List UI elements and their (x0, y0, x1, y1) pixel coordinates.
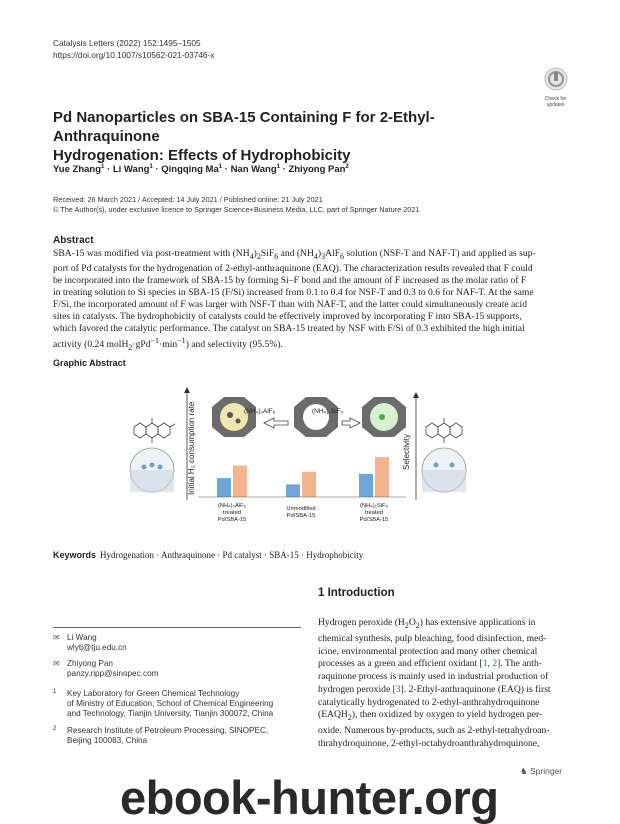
bar-selectivity (375, 457, 389, 497)
arrow-left-icon (264, 418, 288, 428)
corresponding-name: Zhiyong Pan (67, 659, 113, 668)
publisher-logo (520, 766, 562, 777)
check-updates-icon (544, 67, 568, 91)
journal-citation: Catalysis Letters (2022) 152:1495–1505 (53, 38, 201, 48)
author-list: Yue Zhang$^1$ · Li Wang$^1$ · Qingqing $Ma^1$ · Nan Wang$^1$ · Zhiyong Pan$^2$ (53, 164, 349, 176)
category-label: Pd/SBA-15 (286, 513, 316, 519)
category-label: treated (364, 510, 384, 516)
hexagonal-pore-right-icon (362, 397, 406, 437)
author-name[interactable]: Li Wang (112, 164, 150, 176)
author-affiliation: 1 (101, 164, 105, 170)
keywords (53, 550, 363, 560)
keywords-label: Keywords (53, 550, 97, 560)
author-name[interactable]: Yue Zhang (53, 164, 102, 176)
watermark-text: ebook-hunter.org (120, 771, 499, 824)
author-affiliation: 1 (276, 164, 280, 170)
alf6-treatment-label: (NH₄)₃AlF₆ (244, 408, 276, 415)
bar-rate (217, 478, 231, 497)
selectivity-label: Selectivity (402, 433, 411, 470)
intro-line: chemical synthesis, pulp bleaching, food disinfection, med- (318, 632, 547, 644)
email-link[interactable]: wlytj@tju.edu.cn (67, 643, 127, 653)
hexagonal-pore-center-icon (294, 397, 338, 437)
selectivity-arrow-icon (413, 392, 419, 500)
copyright-notice: © The Author(s), under exclusive licence to Springer Science+Business Media, LLC, part of Springer Nature 2021 (53, 205, 420, 214)
envelope-icon: ✉ (53, 633, 60, 642)
doi-link[interactable]: https://doi.org/10.1007/s10562-021-03746-x (53, 50, 215, 60)
intro-line: $(EAQH_2)$, then oxidized by oxygen to yield hydrogen per- (318, 709, 543, 723)
citation-link[interactable]: 3 (395, 683, 401, 695)
corresponding-author-2 (53, 659, 158, 679)
category-label: treated (222, 510, 242, 516)
bar-selectivity (302, 472, 316, 497)
publisher-name: Springer (530, 766, 563, 776)
author-affiliation: 1 (149, 164, 153, 170)
category-label: Pd/SBA-15 (217, 517, 247, 523)
footnote-divider (53, 627, 301, 628)
pore-surface-right-icon (422, 448, 466, 492)
affiliation-number: 2 (53, 726, 57, 732)
intro-line: catalytically hydrogenated to 2-ethyl-anthrahydroquinone (318, 696, 540, 708)
affiliation-2: 2 Research Institute of Petroleum Processing, SINOPEC, Beijing 100083, China (53, 726, 269, 746)
bar-selectivity (233, 466, 247, 498)
intro-line: hydrogen peroxide [3]. 2-Ethyl-anthraquinone (EAQ) is first (318, 683, 551, 695)
pore-surface-left-icon (130, 448, 174, 492)
author-affiliation: 2 (345, 164, 349, 170)
category-label: (NH₄)₂SiF₆ (360, 503, 388, 509)
category-label: Unmodified (286, 506, 316, 512)
section-heading-introduction: 1 Introduction (318, 587, 395, 599)
abstract-line: SBA-15 was modified via post-treatment with $(NH_4)_2SiF_6$ and $(NH_4)_3AlF_6$ solution (NSF-T and NAF-T) and applied as sup- (53, 248, 536, 261)
title-line-1: Pd Nanoparticles on SBA-15 Containing F for 2-Ethyl-Anthraquinone (53, 109, 435, 145)
category-label: (NH₄)₃AlF₆ (218, 503, 246, 509)
citation-link[interactable]: 2 (492, 658, 498, 670)
bar-chart (217, 457, 389, 497)
bar-rate (359, 474, 373, 497)
intro-line: raquinone process is mainly used in industrial production of (318, 671, 549, 683)
corresponding-author-1 (53, 633, 127, 653)
graphic-abstract-heading: Graphic Abstract (53, 358, 126, 368)
introduction-text (318, 617, 567, 751)
article-title (53, 108, 523, 165)
check-for-updates-badge[interactable] (541, 67, 570, 108)
abstract-heading: Abstract (53, 235, 94, 246)
check-updates-line1: Check for (544, 96, 567, 102)
arrow-right-icon (342, 418, 360, 428)
title-line-2: Hydrogenation: Effects of Hydrophobicity (53, 147, 351, 164)
abstract-line: be incorporated into the framework of SBA-15 by forming Si–F bond and the amount of F increased as the molar ratio of F (53, 274, 527, 286)
sif6-treatment-label: (NH₄)₂SiF₆ (312, 408, 344, 415)
intro-line: icine, environmental protection and many other chemical (318, 645, 538, 657)
intro-line: Hydrogen peroxide $(H_2O_2)$ has extensive applications in (318, 617, 536, 630)
publication-dates: Received: 26 March 2021 / Accepted: 14 July 2021 / Published online: 21 July 2021 (53, 195, 323, 204)
graphic-abstract-figure (126, 385, 476, 530)
abstract-line: in treating solution to Si species in SBA-15 (F/Si) increased from 0.1 to 0.4 for NSF-T and 0.3 to 0.6 for NAF-T. At the same (53, 286, 534, 298)
abstract-line: which favored the catalytic performance. The catalyst on SBA-15 treated by NSF with F/Si of 0.3 exhibited the high initial (53, 322, 525, 334)
corresponding-name: Li Wang (67, 633, 97, 642)
affiliation-number: 1 (53, 689, 57, 695)
affiliation-1: 1 Key Laboratory for Green Chemical Technology of Ministry of Education, School of Chemical Engineering and Technology, Tianjin University, Tianjin 300072, China (53, 689, 274, 719)
abstract-line: port of Pd catalysts for the hydrogenation of 2-ethyl-anthraquinone (EAQ). The characterization results revealed that F could (53, 262, 533, 274)
author-name[interactable]: Nan Wang (230, 164, 277, 176)
envelope-icon: ✉ (53, 659, 60, 668)
abstract-line: sites in catalysts. The hydrophobicity of catalysts could be effectively improved by incorporating F into SBA-15 supports, (53, 310, 522, 322)
bar-rate (286, 484, 300, 497)
intro-line: oxide. Numerous by-products, such as 2-ethyl-tetrahydroan- (318, 725, 550, 737)
check-updates-line2: updates (546, 101, 565, 108)
hexagonal-pore-left-icon (212, 397, 256, 437)
abstract-line: F/Si, the incorporated amount of F was larger with NSF-T than with NAF-T, and the latter could simultaneously create acid (53, 298, 527, 310)
category-label: Pd/SBA-15 (359, 517, 389, 523)
intro-line: processes as a green and efficient oxidant [1, 2]. The anth- (318, 658, 542, 670)
intro-line: thrahydroquinone, 2-ethyl-octahydroanthrahydroquinone, (318, 737, 540, 749)
author-name[interactable]: Zhiyong Pan (288, 164, 346, 176)
category-labels (218, 503, 389, 523)
anthrahydroquinone-molecule-icon (426, 418, 462, 443)
citation-link[interactable]: 1 (482, 658, 488, 670)
keywords-list: Hydrogenation · Anthraquinone · Pd catalyst · SBA-15 · Hydrophobicity (100, 550, 364, 560)
abstract-line: activity (0.24 $molH_2\cdot gPd^{-1}\cdot\min^{-1}$) and selectivity (95.5%). (53, 335, 283, 352)
email-link[interactable]: panzy.ripp@sinopec.com (67, 669, 159, 679)
anthraquinone-molecule-icon (134, 418, 175, 443)
abstract-text (53, 248, 567, 354)
author-affiliation: 1 (218, 164, 223, 170)
springer-horse-icon: ♞ (520, 766, 528, 776)
y-axis-label: Initial H₂ consumption rate (187, 401, 196, 495)
author-name[interactable]: Qingqing Ma (161, 164, 219, 176)
